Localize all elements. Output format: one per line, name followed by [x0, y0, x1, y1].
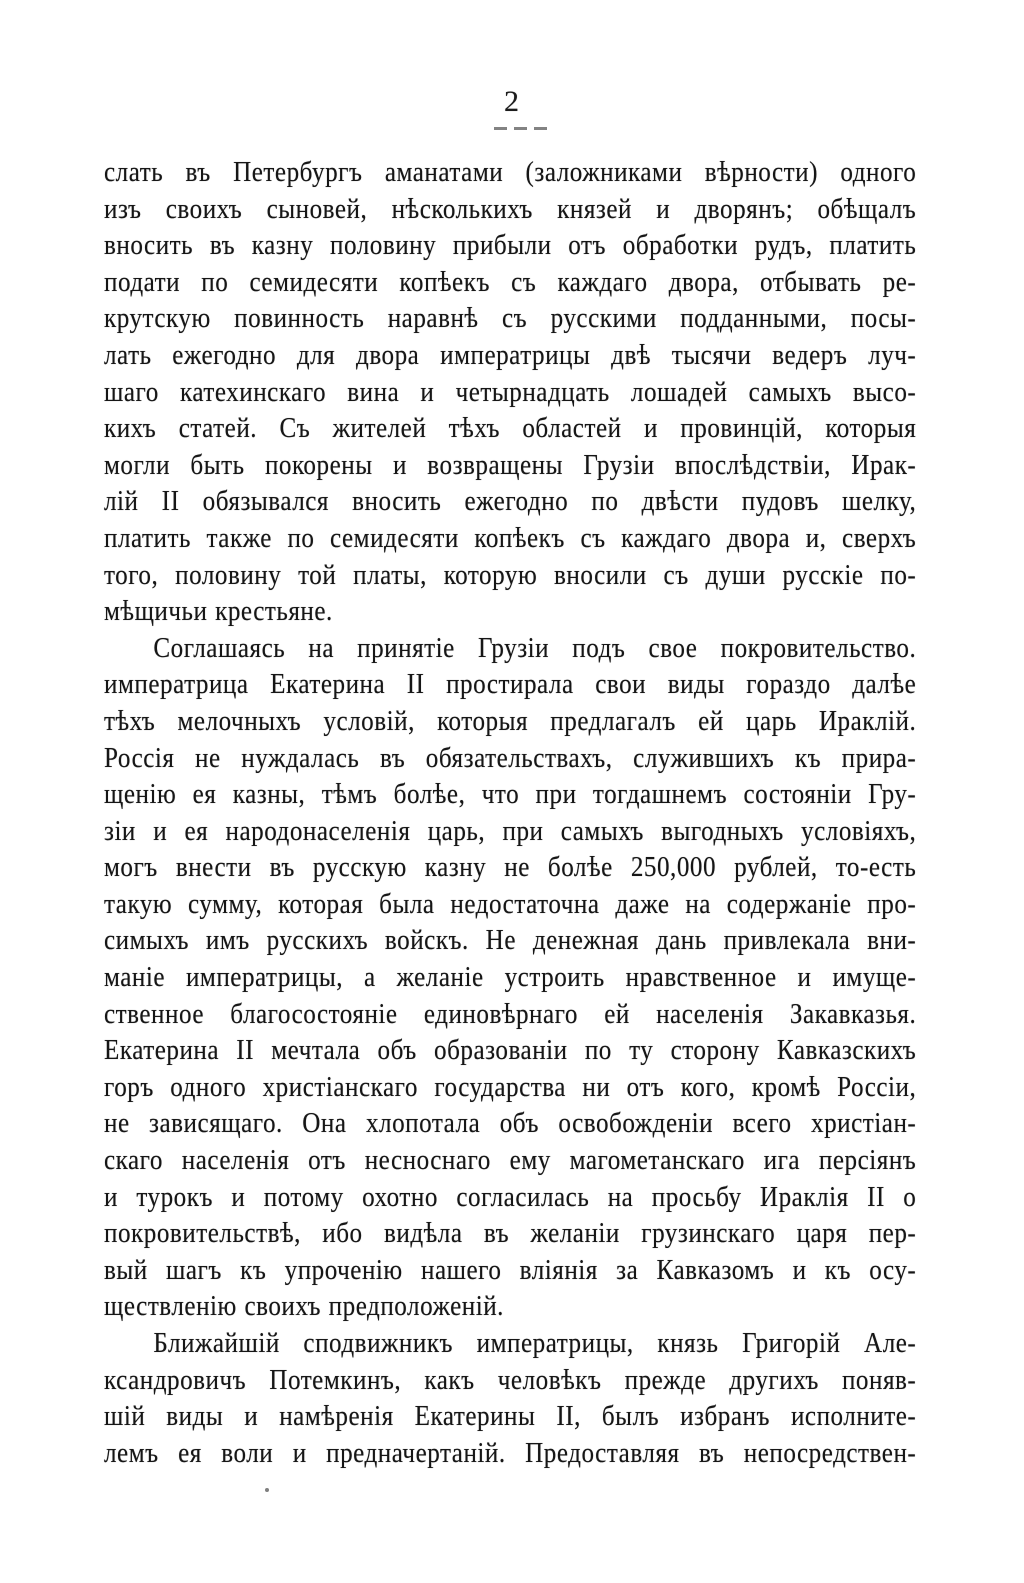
text-line: крутскую повинность наравнѣ съ русскими подданными, посы- [104, 302, 917, 335]
text-line: щенію ея казны, тѣмъ болѣе, что при тогдашнемъ состояніи Гру- [104, 778, 917, 811]
text-line: лій II обязывался вносить ежегодно по двѣсти пудовъ шелку, [104, 485, 917, 518]
page-number: 2 [504, 85, 520, 118]
text-line: Ближайшій сподвижникъ императрицы, князь Григорій Але- [153, 1327, 917, 1359]
text-line: могли быть покорены и возвращены Грузіи впослѣдствіи, Ирак- [104, 448, 917, 481]
text-line: такую сумму, которая была недостаточна даже на содержаніе про- [104, 887, 917, 920]
text-line: изъ своихъ сыновей, нѣсколькихъ князей и дворянъ; обѣщалъ [104, 192, 917, 225]
text-line: шаго катехинскаго вина и четырнадцать лошадей самыхъ высо- [104, 375, 917, 408]
text-line: кихъ статей. Съ жителей тѣхъ областей и провинцій, которыя [104, 412, 917, 445]
text-line: симыхъ имъ русскихъ войскъ. Не денежная дань привлекала вни- [104, 924, 917, 957]
text-line: того, половину той платы, которую вносили съ души русскіе по- [104, 558, 917, 591]
text-line: лать ежегодно для двора императрицы двѣ тысячи ведеръ луч- [104, 338, 917, 371]
text-line: вносить въ казну половину прибыли отъ обработки рудъ, платить [104, 229, 917, 262]
text-line: подати по семидесяти копѣекъ съ каждаго двора, отбывать ре- [104, 265, 917, 298]
text-line: Россія не нуждалась въ обязательствахъ, служившихъ къ прира- [104, 741, 917, 774]
text-line: не зависящаго. Она хлопотала объ освобожденіи всего христіан- [104, 1107, 917, 1140]
text-line: ксандровичъ Потемкинъ, какъ человѣкъ прежде другихъ поняв- [104, 1363, 917, 1396]
text-line: покровительствѣ, ибо видѣла въ желаніи грузинскаго царя пер- [104, 1217, 917, 1250]
page-number-rule [494, 127, 550, 130]
page-text-block [104, 154, 916, 1471]
text-line: Екатерина II мечтала объ образованіи по ту сторону Кавказскихъ [104, 1034, 917, 1067]
text-line: императрица Екатерина II простирала свои виды гораздо далѣе [104, 668, 917, 701]
text-line: и турокъ и потому охотно согласилась на просьбу Ираклія II о [104, 1180, 917, 1213]
text-line: вый шагъ къ упроченію нашего вліянія за Кавказомъ и къ осу- [104, 1253, 917, 1286]
text-line: скаго населенія отъ несноснаго ему магометанскаго ига персіянъ [104, 1144, 917, 1177]
text-line: платить также по семидесяти копѣекъ съ каждаго двора и, сверхъ [104, 521, 917, 554]
text-line: маніе императрицы, а желаніе устроить нравственное и имуще- [104, 961, 917, 994]
text-line: шій виды и намѣренія Екатерины II, былъ избранъ исполните- [104, 1400, 917, 1433]
text-line: могъ внести въ русскую казну не болѣе 250,000 рублей, то-есть [104, 851, 917, 884]
text-line: зіи и ея народонаселенія царь, при самыхъ выгодныхъ условіяхъ, [104, 814, 917, 847]
text-line: ственное благосостояніе единовѣрнаго ей населенія Закавказья. [104, 997, 917, 1030]
text-line: лемъ ея воли и предначертаній. Предоставляя въ непосредствен- [104, 1436, 917, 1469]
ink-speck [265, 1488, 269, 1492]
text-line: мѣщичьи крестьяне. [104, 595, 333, 628]
text-line: тѣхъ мелочныхъ условій, которыя предлагалъ ей царь Ираклій. [104, 704, 917, 737]
text-line: слать въ Петербургъ аманатами (заложниками вѣрности) одного [104, 156, 917, 188]
text-line: горъ одного христіанскаго государства ни отъ кого, кромѣ Россіи, [104, 1070, 917, 1103]
text-line: ществленію своихъ предположеній. [104, 1290, 504, 1323]
text-line: Соглашаясь на принятіе Грузіи подъ свое покровительство. [153, 631, 917, 664]
